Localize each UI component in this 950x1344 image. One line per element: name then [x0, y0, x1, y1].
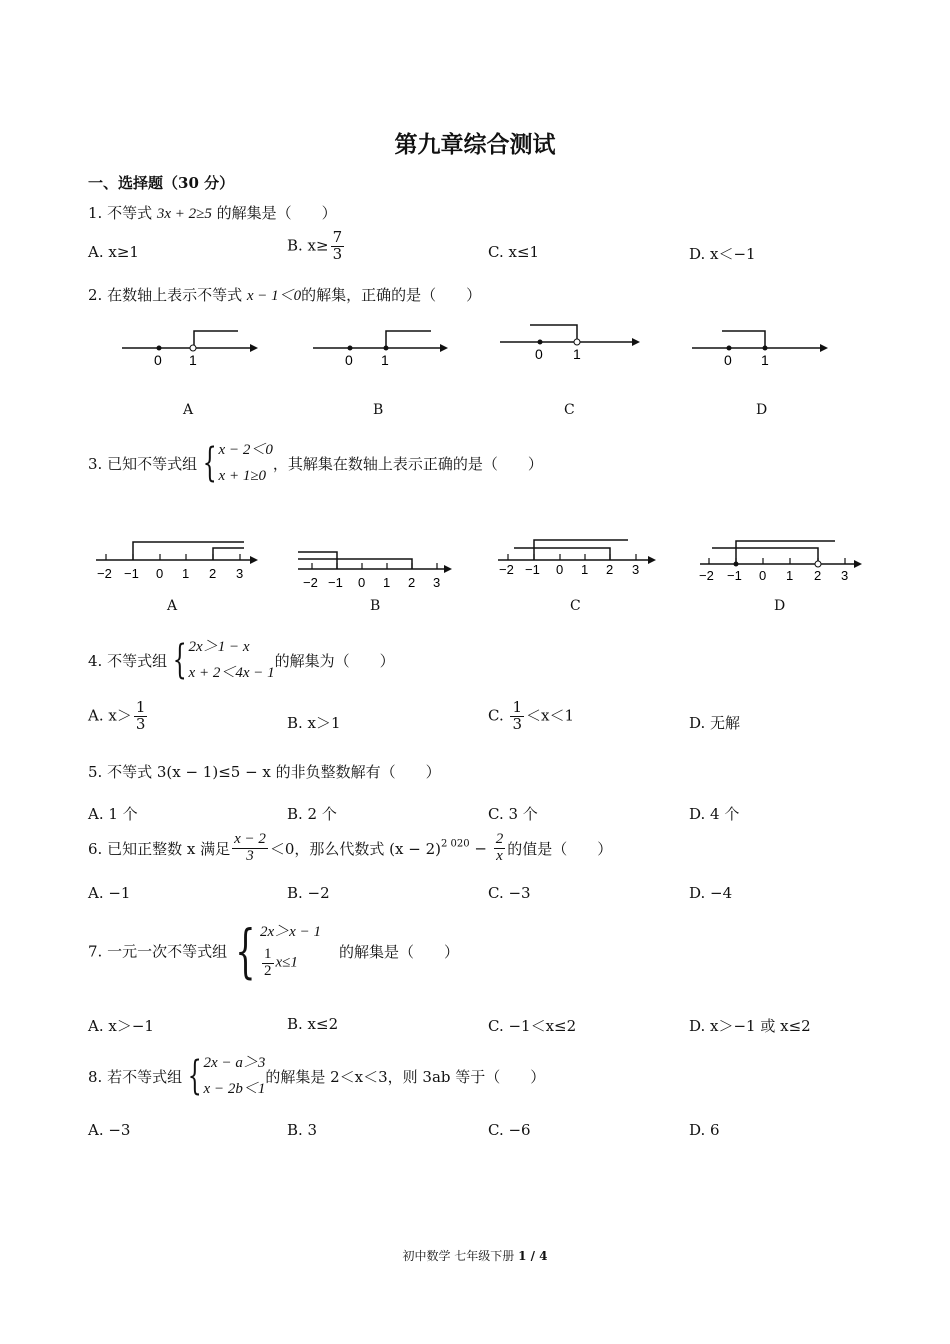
q5-option-a: A. 1 个 [88, 805, 138, 823]
tick-1: 1 [383, 575, 391, 590]
q7-option-d: D. x＞−1 或 x≤2 [689, 1017, 811, 1035]
q6-stem-minus: − [469, 839, 492, 858]
fraction-denominator: 3 [246, 847, 254, 864]
q2-label-d: D [756, 402, 768, 418]
q8-stem-suffix: 的解集是 2＜x＜3，则 3ab 等于（ ） [265, 1067, 546, 1086]
question-3-stem [88, 437, 543, 490]
q4-stem-text: 4. 不等式组 [88, 651, 168, 670]
q2-figure-a [122, 331, 258, 368]
q3-system-line-1: x − 2＜0 [218, 442, 273, 458]
q5-option-d: D. 4 个 [689, 805, 740, 823]
question-1-stem [88, 202, 337, 223]
q5-option-b: B. 2 个 [287, 805, 337, 823]
tick-neg2: −2 [303, 575, 318, 590]
question-8-stem [88, 1050, 545, 1103]
tick-2: 2 [606, 562, 614, 577]
q6-stem-text: 6. 已知正整数 x 满足 [88, 839, 231, 858]
q4-system-line-1: 2x＞1 − x [188, 639, 250, 655]
q4-system-line-2: x + 2＜4x − 1 [188, 665, 275, 682]
tick-0: 0 [156, 566, 164, 581]
q8-system-line-1: 2x − a＞3 [203, 1055, 266, 1071]
fraction-numerator: 1 [512, 698, 523, 716]
q8-option-b: B. 3 [287, 1121, 318, 1139]
brace-icon: { [235, 917, 256, 985]
fraction-numerator: 1 [264, 946, 272, 963]
q2-number-lines [0, 318, 950, 428]
q4-option-a-fraction [134, 700, 148, 733]
q7-option-b: B. x≤2 [287, 1015, 339, 1033]
q1-option-b-fraction [331, 230, 345, 263]
q1-stem-suffix: 的解集是（ ） [216, 204, 337, 222]
q2-stem-text: 2. 在数轴上表示不等式 [88, 286, 243, 304]
q2-label-c: C [564, 402, 575, 418]
tick-2: 2 [408, 575, 416, 590]
q4-system [167, 634, 275, 687]
q7-system-line-2 [260, 947, 321, 980]
q3-system [197, 437, 273, 490]
tick-1: 1 [381, 352, 389, 368]
q1-stem-text: 1. 不等式 [88, 204, 153, 222]
tick-2: 2 [814, 568, 822, 583]
fraction-denominator: x [496, 847, 503, 864]
q2-figure-d [692, 331, 828, 368]
fraction-denominator: 3 [135, 714, 146, 733]
q8-system-line-2: x − 2b＜1 [203, 1081, 266, 1098]
q2-figure-b [313, 331, 448, 368]
brace-icon: { [187, 1053, 202, 1100]
question-6-stem [88, 832, 612, 865]
q3-figure-a [96, 542, 258, 581]
q3-stem-suffix: ，其解集在数轴上表示正确的是（ ） [272, 454, 543, 473]
tick-0: 0 [154, 352, 162, 368]
q2-stem-math: x − 1＜0 [246, 288, 302, 304]
q7-stem-text: 7. 一元一次不等式组 [88, 942, 228, 961]
q4-option-c [488, 700, 574, 733]
q8-option-c: C. −6 [488, 1121, 531, 1139]
fraction-denominator: 3 [332, 244, 343, 263]
brace-icon: { [202, 440, 217, 487]
q1-option-c: C. x≤1 [488, 243, 540, 261]
q2-figure-c [500, 325, 640, 362]
page-footer [0, 1247, 950, 1264]
q2-label-b: B [373, 402, 384, 418]
tick-neg2: −2 [97, 566, 112, 581]
tick-0: 0 [759, 568, 767, 583]
tick-1: 1 [182, 566, 190, 581]
q6-exponent: 2 020 [440, 838, 470, 850]
fraction-denominator: 3 [512, 714, 523, 733]
q8-stem-text: 8. 若不等式组 [88, 1067, 183, 1086]
tick-3: 3 [632, 562, 640, 577]
q1-option-a: A. x≥1 [88, 243, 139, 261]
q3-figure-b [298, 552, 452, 590]
q3-system-line-2: x + 1≥0 [218, 468, 267, 485]
q7-system-line-2-text: x≤1 [275, 954, 298, 971]
tick-neg1: −1 [727, 568, 742, 583]
tick-3: 3 [841, 568, 849, 583]
q3-label-c: C [570, 598, 581, 614]
q3-figure-c [498, 540, 656, 577]
q8-option-d: D. 6 [689, 1121, 720, 1139]
q6-stem-suffix: 的值是（ ） [507, 839, 613, 858]
brace-icon: { [172, 637, 187, 684]
q4-stem-suffix: 的解集为（ ） [274, 651, 395, 670]
q3-number-lines [0, 532, 950, 592]
q7-system [227, 917, 321, 985]
q1-option-b [287, 230, 346, 263]
tick-1: 1 [573, 346, 581, 362]
question-2-stem [88, 284, 481, 305]
tick-1: 1 [189, 352, 197, 368]
tick-0: 0 [535, 346, 543, 362]
q6-option-d: D. −4 [689, 884, 733, 902]
tick-1: 1 [786, 568, 794, 583]
q6-fraction-2 [494, 832, 506, 865]
tick-0: 0 [345, 352, 353, 368]
tick-3: 3 [236, 566, 244, 581]
tick-0: 0 [358, 575, 366, 590]
q8-system [182, 1050, 265, 1103]
tick-1: 1 [581, 562, 589, 577]
q4-option-b: B. x＞1 [287, 714, 341, 732]
question-5-stem: 5. 不等式 3(x − 1)≤5 − x 的非负整数解有（ ） [88, 763, 441, 781]
fraction-denominator: 2 [264, 963, 272, 979]
tick-0: 0 [556, 562, 564, 577]
q2-stem-suffix: 的解集，正确的是（ ） [301, 286, 482, 304]
page-number: 1 / 4 [518, 1249, 548, 1263]
q6-option-b: B. −2 [287, 884, 330, 902]
q7-option-a: A. x＞−1 [88, 1017, 154, 1035]
q7-system-line-1: 2x＞x − 1 [260, 924, 321, 941]
q7-stem-suffix: 的解集是（ ） [338, 942, 459, 961]
q4-option-a-text: A. x＞ [88, 706, 132, 725]
q6-fraction-1 [232, 832, 268, 865]
tick-neg1: −1 [525, 562, 540, 577]
tick-neg1: −1 [328, 575, 343, 590]
fraction-numerator: 7 [332, 228, 343, 246]
section-heading: 一、选择题（30 分） [88, 174, 235, 192]
tick-neg2: −2 [699, 568, 714, 583]
q3-stem-text: 3. 已知不等式组 [88, 454, 198, 473]
tick-3: 3 [433, 575, 441, 590]
q3-figure-d [699, 541, 862, 583]
q6-option-a: A. −1 [88, 884, 131, 902]
fraction-numerator: 2 [495, 831, 504, 847]
q1-option-d: D. x＜−1 [689, 245, 756, 263]
footer-text: 初中数学 七年级下册 [402, 1249, 519, 1263]
q6-option-c: C. −3 [488, 884, 531, 902]
q8-option-a: A. −3 [88, 1121, 131, 1139]
q2-label-a: A [183, 402, 194, 418]
q4-option-d: D. 无解 [689, 714, 741, 732]
q6-stem-middle: ＜0，那么代数式 (x − 2) [269, 839, 441, 858]
tick-2: 2 [209, 566, 217, 581]
q7-option-c: C. −1＜x≤2 [488, 1017, 577, 1035]
q5-option-c: C. 3 个 [488, 805, 538, 823]
tick-1: 1 [761, 352, 769, 368]
question-4-stem [88, 634, 395, 687]
fraction-numerator: 1 [135, 698, 146, 716]
q3-label-b: B [370, 598, 381, 614]
q3-label-a: A [167, 598, 178, 614]
q7-fraction [262, 947, 274, 980]
tick-neg1: −1 [124, 566, 139, 581]
question-7-stem [88, 917, 459, 985]
q1-stem-math: 3x + 2≥5 [156, 206, 212, 222]
q1-option-b-text: B. x≥ [287, 236, 329, 255]
tick-0: 0 [724, 352, 732, 368]
q4-option-c-text: C. [488, 706, 509, 725]
q4-option-c-fraction [510, 700, 524, 733]
q4-option-a [88, 700, 149, 733]
tick-neg2: −2 [499, 562, 514, 577]
fraction-numerator: x − 2 [234, 831, 266, 847]
q3-label-d: D [774, 598, 786, 614]
page-title: 第九章综合测试 [394, 131, 556, 158]
q4-option-c-suffix: ＜x＜1 [526, 706, 575, 725]
